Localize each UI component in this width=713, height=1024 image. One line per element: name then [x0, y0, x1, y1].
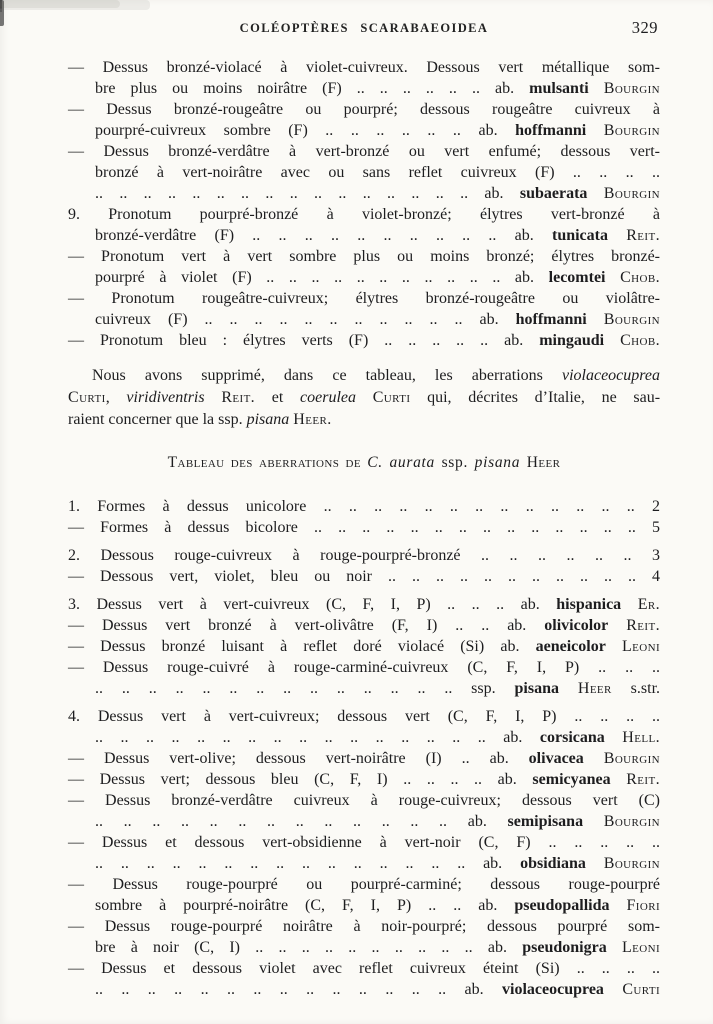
- key-entry: [68, 141, 660, 204]
- key-entry: [68, 657, 660, 699]
- text-segment: violaceocuprea: [502, 981, 604, 998]
- key-entry: [68, 790, 660, 832]
- text-segment: [583, 813, 604, 830]
- text-segment: [586, 855, 604, 872]
- text-segment: [587, 185, 603, 202]
- text-line: [68, 387, 660, 409]
- text-line: [68, 517, 660, 538]
- running-head: [68, 18, 660, 37]
- text-line: [68, 748, 660, 769]
- text-segment: pourpré à violet (F) .. .. .. .. .. .. .. .. .. .. .. ab.: [95, 269, 549, 286]
- text-segment: 2. Dessous rouge-cuivreux à rouge-pourpré-bronzé .. .. .. .. .. .. 3: [68, 547, 660, 564]
- text-line: [68, 937, 660, 958]
- page-body: [68, 57, 660, 1000]
- text-segment: Heer: [526, 454, 561, 471]
- key-entry: [68, 57, 660, 99]
- text-segment: lecomtei: [548, 269, 606, 286]
- text-segment: cuivreux (F) .. .. .. .. .. .. .. .. .. .. .. ab.: [95, 311, 516, 328]
- text-segment: — Dessus bronzé-rougeâtre ou pourpré; dessous rougeâtre cuivreux à: [68, 101, 660, 118]
- text-segment: subaerata: [519, 185, 588, 202]
- text-segment: bronzé-verdâtre (F) .. .. .. .. .. .. .. .. .. .. ab.: [95, 227, 552, 244]
- text-segment: [587, 311, 604, 328]
- text-line: [68, 790, 660, 811]
- text-segment: Leoni: [621, 939, 661, 956]
- text-segment: [607, 939, 622, 956]
- text-segment: — Formes à dessus bicolore .. .. .. .. .. .. .. .. .. .. .. .. .. .. 5: [68, 519, 660, 536]
- text-line: [68, 979, 660, 1000]
- text-segment: [356, 389, 373, 406]
- scan-smudge: [0, 0, 120, 8]
- key-entry: [68, 769, 660, 790]
- text-line: [68, 832, 660, 853]
- text-segment: .. .. .. .. .. .. .. .. .. .. .. .. .. .. ab.: [95, 981, 503, 998]
- key-entry: [68, 517, 660, 538]
- text-segment: [559, 680, 578, 697]
- text-segment: — Pronotum vert à vert sombre plus ou moins bronzé; élytres bronzé-: [68, 248, 660, 265]
- text-segment: mulsanti: [529, 80, 589, 97]
- text-segment: [520, 454, 527, 471]
- text-segment: Bourgin: [603, 750, 660, 767]
- text-segment: Reit.: [221, 389, 256, 406]
- text-segment: [205, 389, 222, 406]
- text-segment: mingaudi: [539, 332, 605, 349]
- text-segment: — Dessus bronzé-violacé à violet-cuivreux. Dessous vert métallique som-: [68, 59, 660, 76]
- text-segment: s.str.: [611, 680, 661, 697]
- text-segment: [621, 596, 638, 613]
- text-segment: — Dessus et dessous vert-obsidienne à vert-noir (C, F) .. .. .. .. ..: [68, 834, 660, 851]
- text-line: [68, 594, 660, 615]
- text-segment: [589, 80, 604, 97]
- text-line: [68, 267, 660, 288]
- text-segment: Bourgin: [603, 813, 660, 830]
- text-line: [68, 288, 660, 309]
- text-segment: qui, décrites d’Italie, ne sau-: [410, 389, 661, 406]
- text-line: [68, 225, 660, 246]
- text-segment: [606, 269, 621, 286]
- text-line: [68, 545, 660, 566]
- key-entry: [68, 636, 660, 657]
- text-line: [68, 78, 660, 99]
- text-segment: Tableau des aberrations de: [167, 454, 368, 471]
- text-segment: [611, 771, 627, 788]
- text-line: [68, 853, 660, 874]
- key-entry: [68, 748, 660, 769]
- text-segment: — Dessus et dessous violet avec reflet cuivreux éteint (Si) .. .. .. ..: [68, 960, 660, 977]
- text-segment: — Dessus vert bronzé à vert-olivâtre (F, I) .. .. ab.: [68, 617, 545, 634]
- text-segment: violaceocuprea: [561, 367, 660, 384]
- text-segment: Curti: [68, 389, 106, 406]
- text-segment: [606, 638, 622, 655]
- text-segment: — Dessus vert-olive; dessous vert-noirâtre (I) .. ab.: [68, 750, 529, 767]
- text-segment: Reit.: [626, 227, 661, 244]
- key-entry: [68, 288, 660, 330]
- text-segment: Fiori: [626, 897, 661, 914]
- text-segment: pseudopallida: [514, 897, 610, 914]
- key-entry: [68, 545, 660, 566]
- text-segment: Bourgin: [603, 855, 660, 872]
- text-segment: Bourgin: [603, 80, 661, 97]
- text-segment: olivacea: [528, 750, 584, 767]
- table-heading: [68, 454, 660, 472]
- text-segment: olivicolor: [544, 617, 609, 634]
- key-entry: [68, 99, 660, 141]
- text-line: [68, 183, 660, 204]
- text-segment: [604, 981, 622, 998]
- text-line: [68, 204, 660, 225]
- text-line: [68, 958, 660, 979]
- text-segment: et: [255, 389, 301, 406]
- text-segment: — Dessus bronzé luisant à reflet doré violacé (Si) ab.: [68, 638, 536, 655]
- text-line: [68, 706, 660, 727]
- text-segment: pourpré-cuivreux sombre (F) .. .. .. .. .. .. ab.: [95, 122, 516, 139]
- page-number: 329: [631, 18, 658, 37]
- text-segment: Chob.: [620, 269, 661, 286]
- text-segment: [609, 897, 626, 914]
- text-segment: — Dessus rouge-pourpré noirâtre à noir-pourpré; dessous pourpré som-: [68, 918, 660, 935]
- text-segment: hispanica: [556, 596, 622, 613]
- key-entry: [68, 204, 660, 246]
- text-segment: tunicata: [551, 227, 608, 244]
- text-segment: .. .. .. .. .. .. .. .. .. .. .. .. .. .. .. .. ab.: [95, 185, 520, 202]
- text-segment: Nous avons supprimé, dans ce tableau, les aberrations: [92, 367, 562, 384]
- text-segment: [604, 332, 620, 349]
- text-segment: hoffmanni: [515, 311, 587, 328]
- text-segment: [608, 617, 626, 634]
- key-entry: [68, 958, 660, 1000]
- text-segment: Chob.: [620, 332, 661, 349]
- text-line: [68, 162, 660, 183]
- text-line: [68, 727, 660, 748]
- text-line: [68, 811, 660, 832]
- text-segment: Bourgin: [603, 311, 660, 328]
- text-segment: pseudonigra: [522, 939, 607, 956]
- text-line: [68, 615, 660, 636]
- text-segment: corsicana: [539, 729, 605, 746]
- text-segment: coerulea: [300, 389, 357, 406]
- key-entry: [68, 874, 660, 916]
- key-entry: [68, 330, 660, 351]
- text-segment: semipisana: [507, 813, 584, 830]
- text-segment: ,: [105, 389, 127, 406]
- text-line: [68, 120, 660, 141]
- text-segment: .. .. .. .. .. .. .. .. .. .. .. .. .. ab.: [95, 813, 508, 830]
- text-segment: bre plus ou moins noirâtre (F) .. .. .. .. .. .. ab.: [95, 80, 530, 97]
- text-line: [68, 769, 660, 790]
- text-segment: 1. Formes à dessus unicolore .. .. .. .. .. .. .. .. .. .. .. .. .. 2: [68, 498, 660, 515]
- text-segment: 3. Dessus vert à vert-cuivreux (C, F, I, P) .. .. .. ab.: [68, 596, 557, 613]
- text-segment: viridiventris: [126, 389, 205, 406]
- key-entry: [68, 832, 660, 874]
- text-line: [68, 678, 660, 699]
- text-line: [68, 636, 660, 657]
- text-line: [68, 365, 660, 387]
- text-segment: — Dessus bronzé-verdâtre à vert-bronzé ou vert enfumé; dessous vert-: [68, 143, 660, 160]
- text-segment: .. .. .. .. .. .. .. .. .. .. .. .. .. .. .. ab.: [95, 855, 521, 872]
- text-line: [68, 409, 660, 431]
- text-segment: — Dessus rouge-cuivré à rouge-carminé-cuivreux (C, F, I, P) .. .. ..: [68, 659, 660, 676]
- text-segment: [608, 227, 626, 244]
- key-entry: [68, 566, 660, 587]
- text-line: [68, 57, 660, 78]
- text-segment: — Dessus rouge-pourpré ou pourpré-carminé; dessous rouge-pourpré: [68, 876, 660, 893]
- text-segment: pisana: [514, 680, 559, 697]
- text-segment: Heer: [293, 411, 328, 428]
- text-segment: hoffmanni: [515, 122, 587, 139]
- text-segment: aeneicolor: [535, 638, 606, 655]
- text-segment: — Pronotum bleu : élytres verts (F) .. .. .. .. .. ab.: [68, 332, 540, 349]
- text-segment: — Pronotum rougeâtre-cuivreux; élytres bronzé-rougeâtre ou violâtre-: [68, 290, 660, 307]
- text-segment: Hell.: [622, 729, 661, 746]
- text-line: [68, 496, 660, 517]
- text-segment: — Dessus vert; dessous bleu (C, F, I) .. .. .. .. ab.: [68, 771, 533, 788]
- text-line: [68, 916, 660, 937]
- text-segment: Er.: [637, 596, 660, 613]
- text-segment: bronzé à vert-noirâtre avec ou sans reflet cuivreux (F) .. .. .. ..: [95, 164, 660, 181]
- text-segment: Curti: [622, 981, 661, 998]
- text-segment: .: [327, 411, 332, 428]
- text-line: [68, 657, 660, 678]
- text-segment: [584, 750, 604, 767]
- text-segment: Heer: [577, 680, 612, 697]
- text-line: [68, 874, 660, 895]
- text-segment: 9. Pronotum pourpré-bronzé à violet-bronzé; élytres vert-bronzé à: [68, 206, 660, 223]
- text-segment: Reit.: [626, 617, 660, 634]
- text-line: [68, 99, 660, 120]
- text-segment: 4. Dessus vert à vert-cuivreux; dessous vert (C, F, I, P) .. .. .. ..: [68, 708, 660, 725]
- text-segment: Bourgin: [603, 122, 660, 139]
- key-entry: [68, 594, 660, 615]
- text-segment: semicyanea: [532, 771, 611, 788]
- text-line: [68, 309, 660, 330]
- text-segment: Reit.: [626, 771, 661, 788]
- text-segment: [586, 122, 604, 139]
- text-segment: raient concerner que la ssp.: [68, 411, 247, 428]
- text-segment: bre à noir (C, I) .. .. .. .. .. .. .. .. .. .. ab.: [95, 939, 523, 956]
- key-entry: [68, 706, 660, 748]
- note-paragraph: [68, 365, 660, 431]
- text-segment: Curti: [372, 389, 411, 406]
- text-segment: C. aurata: [367, 454, 435, 471]
- text-segment: pisana: [474, 454, 521, 471]
- key-entry: [68, 246, 660, 288]
- text-segment: .. .. .. .. .. .. .. .. .. .. .. .. .. .. ssp.: [95, 680, 515, 697]
- running-title: COLÉOPTÈRES SCARABAEOIDEA: [239, 21, 489, 35]
- text-segment: [605, 729, 623, 746]
- text-segment: sombre à pourpré-noirâtre (C, F, I, P) .. .. ab.: [95, 897, 515, 914]
- text-line: [68, 246, 660, 267]
- key-entry: [68, 916, 660, 958]
- key-entry: [68, 496, 660, 517]
- text-line: [68, 330, 660, 351]
- key-aurata-continuation: [68, 57, 660, 351]
- text-segment: — Dessous vert, violet, bleu ou noir .. .. .. .. .. .. .. .. .. .. .. 4: [68, 568, 660, 585]
- key-entry: [68, 615, 660, 636]
- text-segment: ssp.: [435, 454, 475, 471]
- text-line: [68, 895, 660, 916]
- text-segment: .. .. .. .. .. .. .. .. .. .. .. .. .. .. .. .. ab.: [95, 729, 540, 746]
- key-pisana-aberrations: [68, 496, 660, 1000]
- text-segment: Leoni: [621, 638, 661, 655]
- text-segment: obsidiana: [520, 855, 586, 872]
- text-line: [68, 566, 660, 587]
- text-segment: Bourgin: [603, 185, 660, 202]
- text-line: [68, 141, 660, 162]
- text-segment: — Dessus bronzé-verdâtre cuivreux à rouge-cuivreux; dessous vert (C): [68, 792, 660, 809]
- text-segment: pisana: [246, 411, 290, 428]
